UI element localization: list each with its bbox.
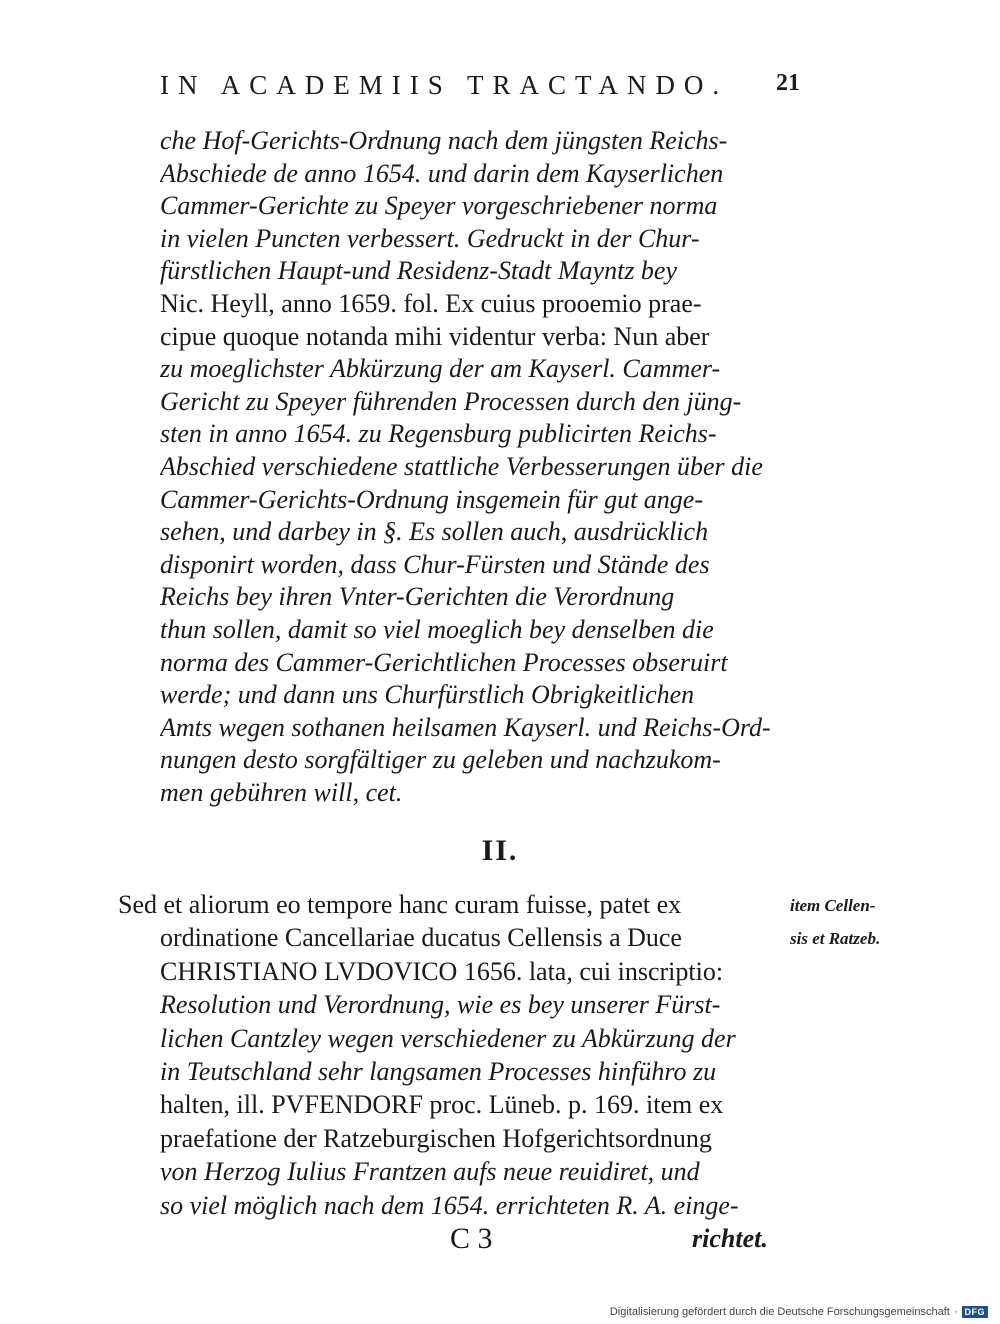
paragraph2-line: Sed et aliorum eo tempore hanc curam fuisse, patet ex [118,890,682,919]
signature-mark: C 3 [450,1222,493,1255]
paragraph1-line: che Hof-Gerichts-Ordnung nach dem jüngsten Reichs- [160,126,728,155]
dfg-logo-icon: DFG [962,1306,989,1318]
paragraph1-line: nungen desto sorgfältiger zu geleben und nachzukom- [160,745,721,775]
paragraph1-line: norma des Cammer-Gerichtlichen Processes obseruirt [160,647,728,677]
paragraph2-line: praefatione der Ratzeburgischen Hofgerichtsordnung [160,1123,712,1153]
paragraph1-line: Nic. Heyll, anno 1659. fol. Ex cuius prooemio prae- [160,289,702,318]
paragraph1-line: disponirt worden, dass Chur-Fürsten und Stände des [160,549,710,579]
paragraph1-line: zu moeglichster Abkürzung der am Kayserl. Cammer- [160,354,721,384]
paragraph2-line: in Teutschland sehr langsamen Processes hinführo zu [160,1057,717,1086]
paragraph1-line: Reichs bey ihren Vnter-Gerichten die Verordnung [160,582,675,612]
margin-note-1: item Cellen- [790,896,876,915]
catchword: richtet. [692,1224,768,1253]
paragraph1-line: Abschied verschiedene stattliche Verbesserungen über die [160,452,763,481]
running-title: IN ACADEMIIS TRACTANDO. [160,70,729,100]
paragraph1-line: Abschiede de anno 1654. und darin dem Kayserlichen [160,158,724,188]
margin-note-2: sis et Ratzeb. [790,929,881,948]
paragraph1-line: sten in anno 1654. zu Regensburg publicirten Reichs- [160,419,717,449]
paragraph1-line: Cammer-Gerichte zu Speyer vorgeschriebener norma [160,191,718,221]
paragraph1-line: werde; und dann uns Churfürstlich Obrigkeitlichen [160,680,695,710]
paragraph1-line: fürstlichen Haupt-und Residenz-Stadt Mayntz bey [160,256,678,286]
digitization-footer: Digitalisierung gefördert durch die Deutsche Forschungsgemeinschaft · DFG [610,1306,988,1318]
paragraph1-line: cipue quoque notanda mihi videntur verba: Nun aber [160,321,710,351]
paragraph2-line: ordinatione Cancellariae ducatus Cellensis a Duce [160,923,682,953]
paragraph1-line: Gericht zu Speyer führenden Processen durch den jüng- [160,386,742,416]
paragraph1-line: Amts wegen sothanen heilsamen Kayserl. und Reichs-Ord- [160,712,771,742]
paragraph2-line: Resolution und Verordnung, wie es bey unserer Fürst- [160,990,721,1020]
paragraph2-line: von Herzog Iulius Frantzen aufs neue reuidiret, und [160,1157,700,1187]
paragraph2-line: CHRISTIANO LVDOVICO 1656. lata, cui inscriptio: [160,956,724,986]
paragraph1-line: sehen, und darbey in §. Es sollen auch, ausdrücklich [160,517,709,547]
paragraph2-line: so viel möglich nach dem 1654. errichteten R. A. einge- [160,1190,739,1220]
paragraph1-line: thun sollen, damit so viel moeglich bey denselben die [160,615,714,644]
paragraph2-line: lichen Cantzley wegen verschiedener zu Abkürzung der [160,1023,736,1053]
paragraph1-line: Cammer-Gerichts-Ordnung insgemein für gut ange- [160,484,704,514]
section-number: II. [481,834,519,867]
page-number: 21 [776,70,800,96]
paragraph2-line: halten, ill. PVFENDORF proc. Lüneb. p. 169. item ex [160,1090,724,1120]
footer-text: Digitalisierung gefördert durch die Deutsche Forschungsgemeinschaft [609,1306,950,1318]
running-head [160,70,800,110]
paragraph1-line: men gebühren will, cet. [160,778,403,807]
paragraph1-line: in vielen Puncten verbessert. Gedruckt in der Chur- [160,223,700,253]
